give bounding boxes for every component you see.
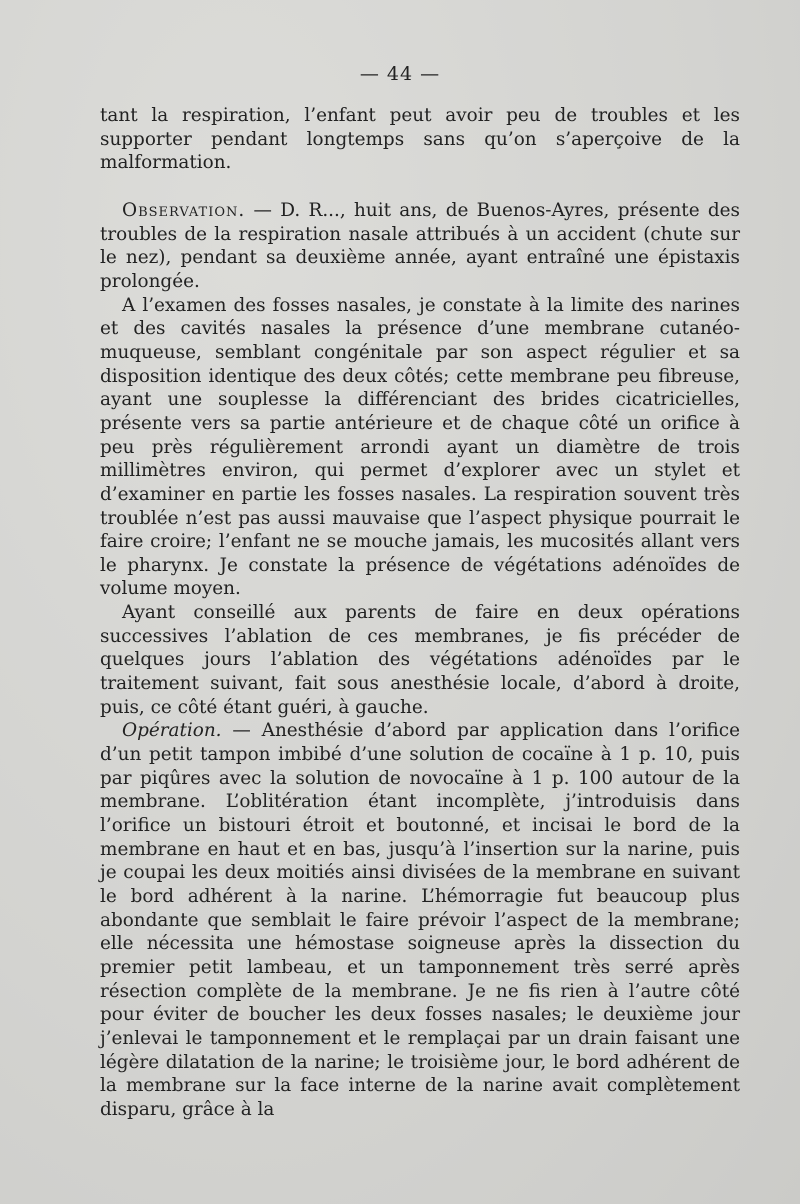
operation-label: Opération. [122,720,222,742]
observation-paragraph [100,199,740,294]
operation-text: — Anesthésie d’abord par application dans l’orifice d’un petit tampon imbibé d’une solution de cocaïne à 1 p. 10, puis par piqûres avec la solution de novocaïne à 1 p. 100 autour de la membrane. L’oblitération étant incomplète, j’introduisis dans l’orifice un bistouri étroit et boutonné, et incisai le bord de la membrane en haut et en bas, jusqu’à l’insertion sur la narine, puis je coupai les deux moitiés ainsi divisées de la membrane en suivant le bord adhérent à la narine. L’hémorragie fut beaucoup plus abondante que semblait le faire prévoir l’aspect de la membrane; elle nécessita une hémostase soigneuse après la dissection du premier petit lambeau, et un tamponnement très serré après résection complète de la membrane. Je ne fis rien à l’autre côté pour éviter de boucher les deux fosses nasales; le deuxième jour j’enlevai le tamponnement et le remplaçai par un drain faisant une légère dilatation de la narine; le troisième jour, le bord adhérent de la membrane sur la face interne de la narine avait complètement disparu, grâce à la [100,720,740,1120]
examination-paragraph: A l’examen des fosses nasales, je constate à la limite des narines et des cavités nasales la présence d’une membrane cutanéo-muqueuse, semblant congénitale par son aspect régulier et sa disposition identique des deux côtés; cette membrane peu fibreuse, ayant une souplesse la différenciant des brides cicatricielles, présente vers sa partie antérieure et de chaque côté un orifice à peu près régulièrement arrondi ayant un diamètre de trois millimètres environ, qui permet d’explorer avec un stylet et d’examiner en partie les fosses nasales. La respiration souvent très troublée n’est pas aussi mauvaise que l’aspect physique pourrait le faire croire; l’enfant ne se mouche jamais, les mucosités allant vers le pharynx. Je constate la présence de végétations adénoïdes de volume moyen. [100,294,740,600]
opening-paragraph: tant la respiration, l’enfant peut avoir peu de troubles et les supporter pendant longtemps sans qu’on s’aperçoive de la malformation. [100,105,740,174]
body-text [100,104,740,1122]
advice-paragraph: Ayant conseillé aux parents de faire en deux opérations successives l’ablation de ces membranes, je fis précéder de quelques jours l’ablation des végétations adénoïdes par le traitement suivant, fait sous anesthésie locale, d’abord à droite, puis, ce côté étant guéri, à gauche. [100,602,740,718]
operation-paragraph [100,719,740,1121]
observation-text: — D. R..., huit ans, de Buenos-Ayres, présente des troubles de la respiration nasale attribués à un accident (chute sur le nez), pendant sa deuxième année, ayant entraîné une épistaxis prolongée. [100,199,740,292]
paragraph-gap [100,175,740,199]
observation-label: Observation. [122,199,246,221]
page-number: — 44 — [359,63,441,85]
